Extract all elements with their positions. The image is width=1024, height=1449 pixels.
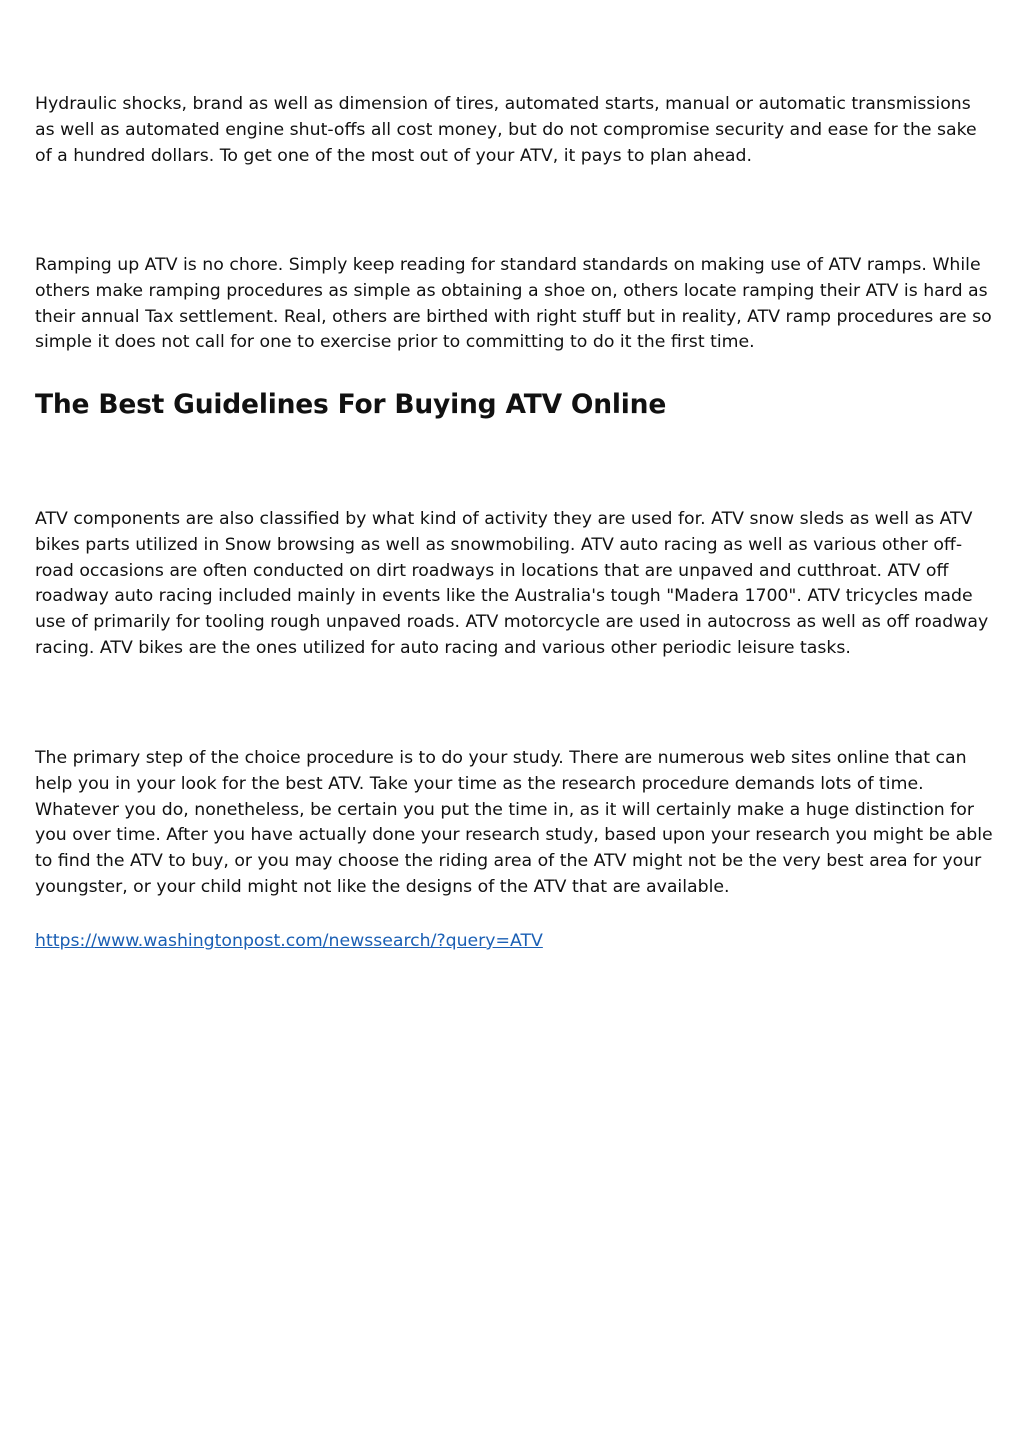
paragraph-hydraulic-shocks: Hydraulic shocks, brand as well as dimension of tires, automated starts, manual or automatic transmissions as well as automated engine shut-offs all cost money, but do not compromise security and ease for the sake of a hundred dollars. To get one of the most out of your ATV, it pays to plan ahead. <box>35 94 977 166</box>
paragraph-ramping-up: Ramping up ATV is no chore. Simply keep reading for standard standards on making use of ATV ramps. While others make ramping procedures as simple as obtaining a shoe on, others locate ramping their ATV is hard as their annual Tax settlement. Real, others are birthed with right stuff but in reality, ATV ramp procedures are so simple it does not call for one to exercise prior to committing to do it the first time. <box>35 255 992 353</box>
paragraph-atv-components: ATV components are also classified by what kind of activity they are used for. ATV snow sleds as well as ATV bikes parts utilized in Snow browsing as well as snowmobiling. ATV auto racing as well as various other off-road occasions are often conducted on dirt roadways in locations that are unpaved and cutthroat. ATV off roadway auto racing included mainly in events like the Australia's tough "Madera 1700". ATV tricycles made use of primarily for tooling rough unpaved roads. ATV motorcycle are used in autocross as well as off roadway racing. ATV bikes are the ones utilized for auto racing and various other periodic leisure tasks. <box>35 509 989 658</box>
paragraph-primary-step: The primary step of the choice procedure is to do your study. There are numerous web sites online that can help you in your look for the best ATV. Take your time as the research procedure demands lots of time. Whatever you do, nonetheless, be certain you put the time in, as it will certainly make a huge distinction for you over time. After you have actually done your research study, based upon your research you might be able to find the ATV to buy, or you may choose the riding area of the ATV might not be the very best area for your youngster, or your child might not like the designs of the ATV that are available. <box>35 748 993 897</box>
washingtonpost-link[interactable]: https://www.washingtonpost.com/newssearch/?query=ATV <box>35 931 543 951</box>
section-heading: The Best Guidelines For Buying ATV Online <box>35 389 667 420</box>
